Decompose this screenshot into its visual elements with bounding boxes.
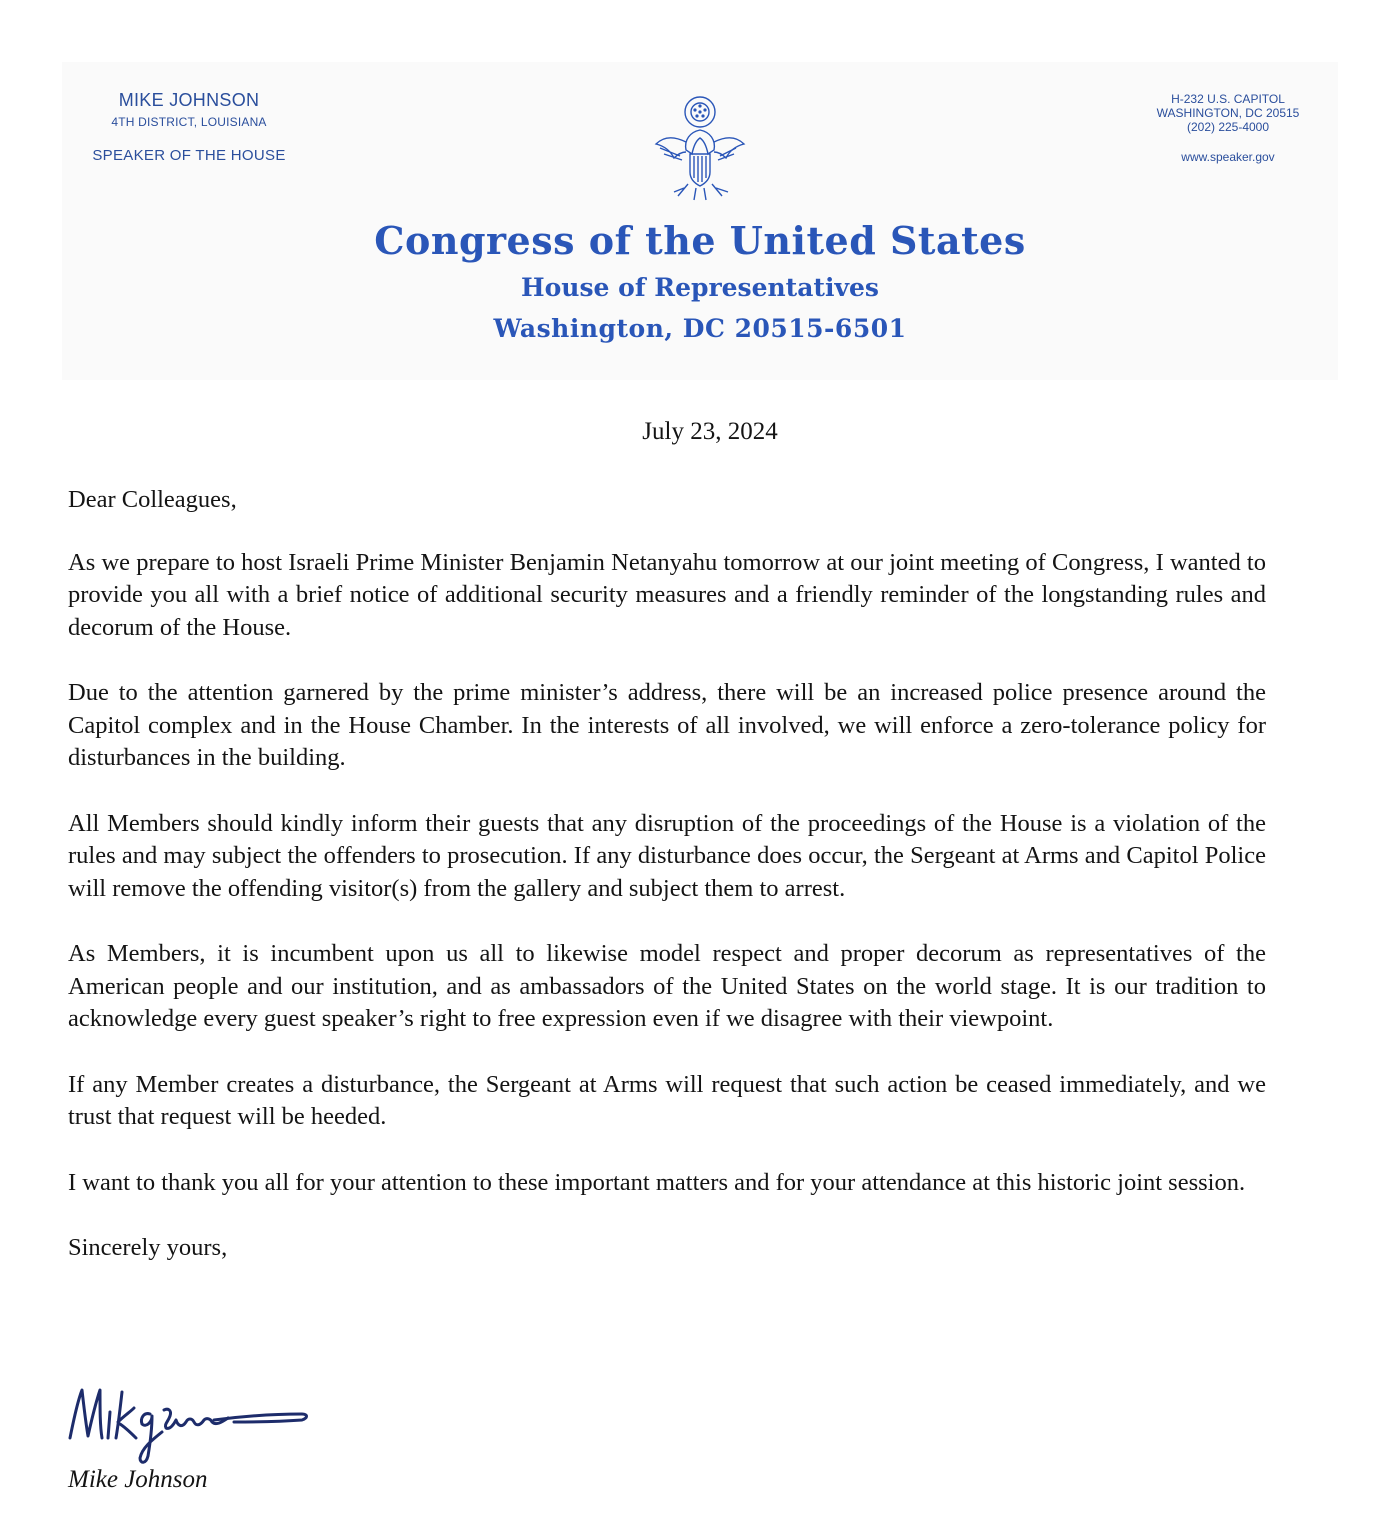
member-name: MIKE JOHNSON [118,90,260,110]
letterhead-left-block [84,90,294,164]
closing: Sincerely yours, [68,1234,228,1261]
paragraph: Due to the attention garnered by the prime minister’s address, there will be an increased police presence around the Capitol complex and in the House Chamber. In the interests of all involved, we will enforce a zero-tolerance policy for disturbances in the building. [68,679,1266,771]
letter-date: July 23, 2024 [642,418,778,445]
letterhead-address: Washington, DC 20515-6501 [493,314,907,343]
paragraph: As Members, it is incumbent upon us all to likewise model respect and proper decorum as representatives of the American people and our institution, and as ambassadors of the United States on the world stage. It is our tradition to acknowledge every guest speaker’s right to free expression even if we disagree with their viewpoint. [68,940,1266,1032]
paragraph: I want to thank you all for your attention to these important matters and for your attendance at this historic joint session. [68,1168,1246,1196]
signer-name: Mike Johnson [68,1466,208,1493]
member-title: SPEAKER OF THE HOUSE [92,147,286,164]
paragraph: If any Member creates a disturbance, the Sergeant at Arms will request that such action be ceased immediately, and we trust that request will be heeded. [68,1070,1266,1130]
letterhead-center-block [300,218,1100,343]
letter-body [68,484,1266,1298]
office-city: WASHINGTON, DC 20515 [1156,106,1300,120]
house-title: House of Representatives [521,273,879,302]
great-seal-icon [650,92,750,204]
letterhead-right-block [1128,92,1328,164]
paragraph: As we prepare to host Israeli Prime Minister Benjamin Netanyahu tomorrow at our joint meeting of Congress, I wanted to provide you all with a brief notice of additional security measures and a friendly reminder of the longstanding rules and decorum of the House. [68,548,1266,641]
website-link[interactable]: www.speaker.gov [1181,150,1275,164]
salutation: Dear Colleagues, [68,486,237,513]
member-district: 4TH DISTRICT, LOUISIANA [111,115,267,129]
congress-title: Congress of the United States [374,218,1026,263]
office-location: H-232 U.S. CAPITOL [1171,92,1285,106]
handwritten-signature-icon [64,1378,314,1468]
office-phone: (202) 225-4000 [1186,120,1270,134]
paragraph: All Members should kindly inform their guests that any disruption of the proceedings of the House is a violation of the rules and may subject the offenders to prosecution. If any disturbance does occur, the Sergeant at Arms and Capitol Police will remove the offending visitor(s) from the gallery and subject them to arrest. [68,809,1266,902]
